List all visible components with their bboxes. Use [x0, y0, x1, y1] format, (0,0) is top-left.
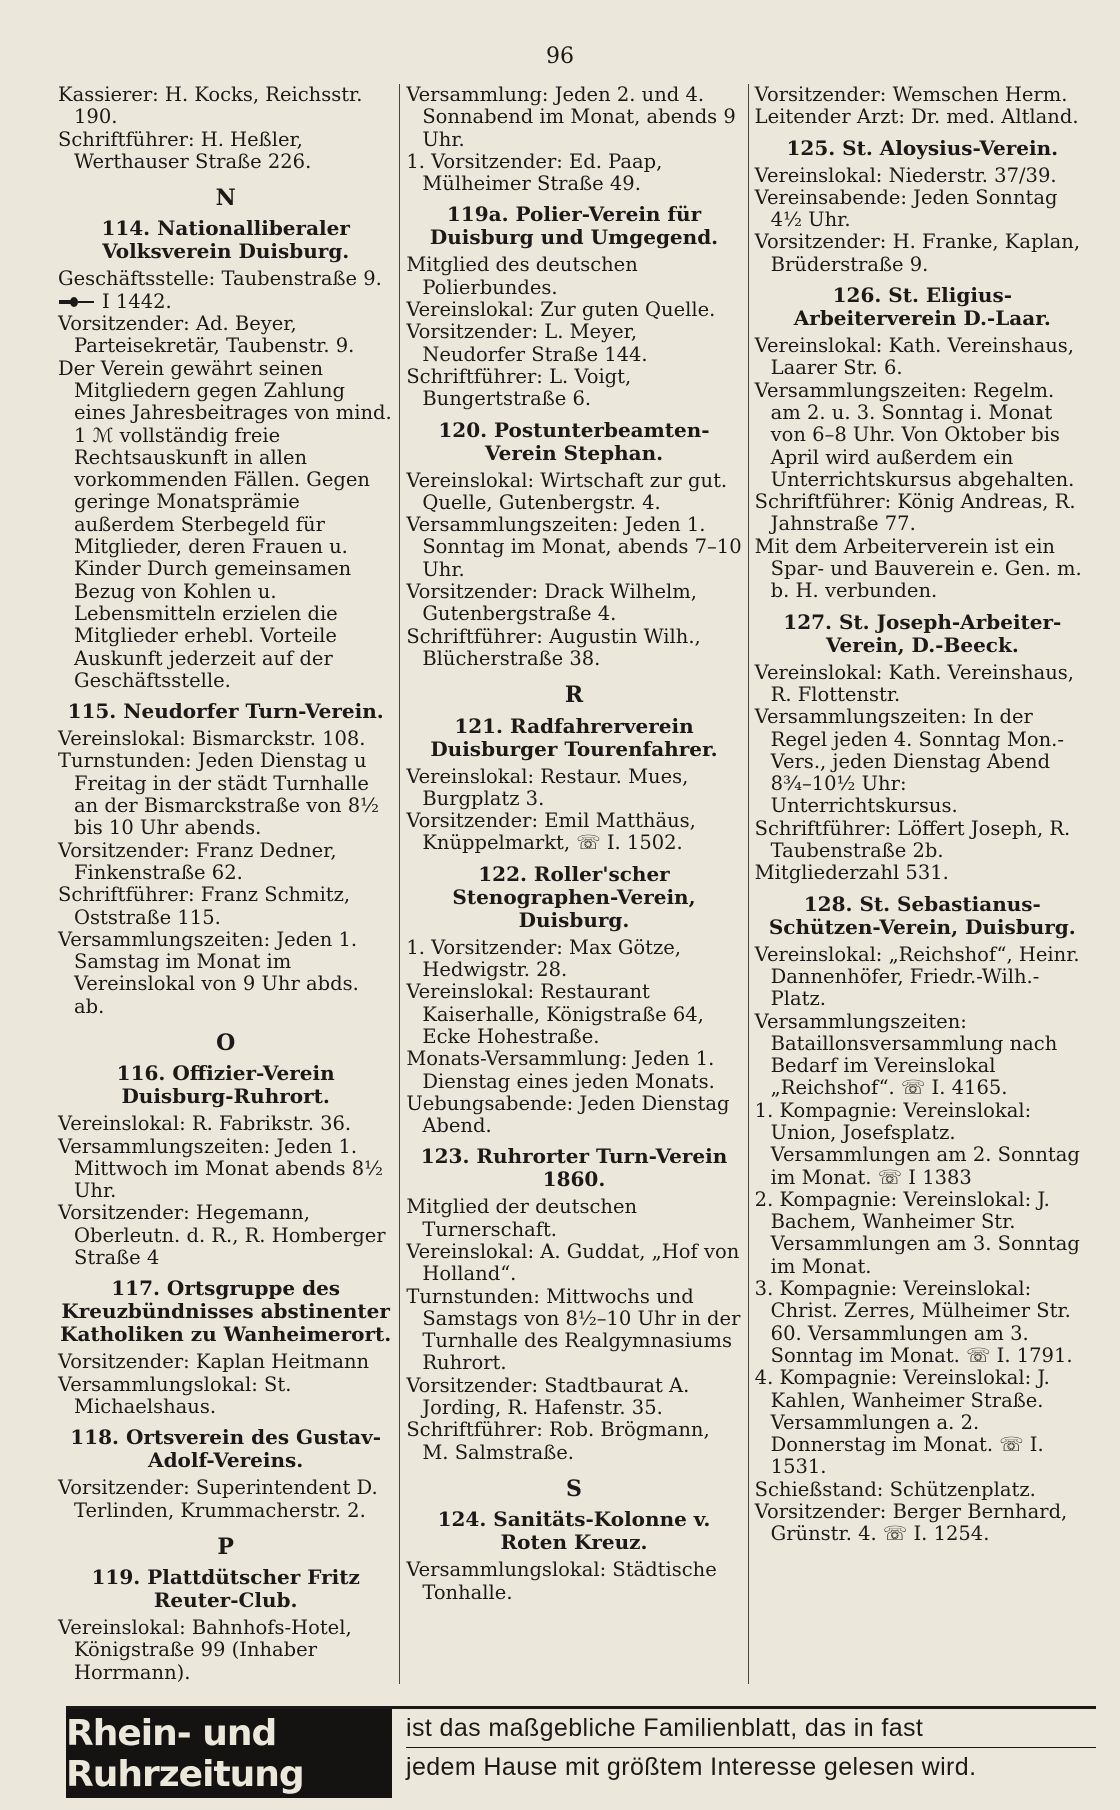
entry-line: 2. Kompagnie: Vereinslokal: J. Bachem, Wanheimer Str. Versammlungen am 3. Sonntag im Monat.: [754, 1187, 1080, 1278]
entry-line: Mitglied der deutschen Turnerschaft.: [406, 1195, 638, 1241]
entry-line: Vereinslokal: Restaurant Kaiserhalle, Königstraße 64, Ecke Hohestraße.: [406, 980, 704, 1048]
entry-line: Versammlungszeiten: Jeden 1. Mittwoch im Monat abends 8½ Uhr.: [58, 1134, 384, 1203]
section-letter: R: [564, 682, 584, 709]
section-letter: P: [217, 1533, 234, 1560]
entry-line: Schriftführer: Franz Schmitz, Oststraße 115.: [58, 883, 351, 929]
entry-line: Versammlungszeiten: Bataillonsversammlung nach Bedarf im Vereinslokal „Reichshof“. ☏ I. 4165.: [754, 1009, 1058, 1100]
entry-line: 4. Kompagnie: Vereinslokal: J. Kahlen, Wanheimer Straße. Versammlungen a. 2. Donnerstag im Monat. ☏ I. 1531.: [754, 1366, 1050, 1479]
entry-line: Vereinslokal: Wirtschaft zur gut. Quelle, Gutenbergstr. 4.: [406, 468, 728, 514]
entry-line: Mit dem Arbeiterverein ist ein Spar- und Bauverein e. Gen. m. b. H. verbunden.: [754, 534, 1082, 603]
entry-line: Vorsitzender: Superintendent D. Terlinden, Krummacherstr. 2.: [58, 1476, 378, 1522]
entry-line: Mitgliederzahl 531.: [754, 861, 949, 885]
entry-line: Vereinslokal: Bismarckstr. 108.: [58, 727, 366, 751]
entry-title: 118. Ortsverein des Gustav-Adolf-Vereins.: [70, 1425, 382, 1473]
telephone-icon: [58, 296, 96, 308]
entry-line: Vorsitzender: Emil Matthäus, Knüppelmarkt, ☏ I. 1502.: [406, 809, 696, 855]
entry-line: 1. Kompagnie: Vereinslokal: Union, Josefsplatz. Versammlungen am 2. Sonntag im Monat. ☏ I 1383: [754, 1098, 1080, 1189]
entry-line: Vereinslokal: „Reichshof“, Heinr. Dannenhöfer, Friedr.-Wilh.-Platz.: [754, 942, 1080, 1011]
entry-line: 3. Kompagnie: Vereinslokal: Christ. Zerres, Mülheimer Str. 60. Versammlungen am 3. Sonntag im Monat. ☏ I. 1791.: [754, 1277, 1073, 1367]
entry-line: Vereinslokal: Kath. Vereinshaus, R. Flottenstr.: [754, 660, 1075, 706]
entry-line: Versammlungszeiten: Regelm. am 2. u. 3. Sonntag i. Monat von 6–8 Uhr. Von Oktober bis April wird außerdem ein Unterrichtskursus abgehalten.: [754, 378, 1075, 491]
advertisement-line-1: ist das maßgebliche Familienblatt, das in fast: [406, 1714, 924, 1742]
entry-line: Schriftführer: Rob. Brögmann, M. Salmstraße.: [406, 1418, 710, 1464]
entry-title: 122. Roller'scher Stenographen-Verein, Duisburg.: [452, 861, 696, 932]
entry-line: Vorsitzender: Stadtbaurat A. Jording, R. Hafenstr. 35.: [406, 1373, 690, 1420]
entry-line: Vorsitzender: Wemschen Herm.: [754, 84, 1068, 106]
entry-title: 127. St. Joseph-Arbeiter-Verein, D.-Beeck.: [783, 609, 1062, 657]
directory-columns: [52, 84, 1096, 1684]
phone-number-text: I 1442.: [102, 289, 172, 313]
entry-line: Vorsitzender: H. Franke, Kaplan, Brüderstraße 9.: [754, 230, 1081, 276]
entry-line: Schriftführer: König Andreas, R. Jahnstraße 77.: [754, 490, 1076, 536]
entry-line: Vorsitzender: Ad. Beyer, Parteisekretär, Taubenstr. 9.: [58, 312, 355, 358]
entry-line: Leitender Arzt: Dr. med. Altland.: [754, 105, 1079, 129]
entry-line: Vereinslokal: Niederstr. 37/39.: [754, 163, 1057, 187]
entry-line: Vorsitzender: Berger Bernhard, Grünstr. 4. ☏ I. 1254.: [754, 1500, 1068, 1546]
entry-title: 116. Offizier-Verein Duisburg-Ruhrort.: [116, 1061, 335, 1109]
entry-title: 125. St. Aloysius-Verein.: [786, 135, 1059, 160]
entry-line: Der Verein gewährt seinen Mitgliedern gegen Zahlung eines Jahresbeitrages von mind. 1 ℳ vollständig freie Rechtsauskunft in allen vorkommenden Fällen. Gegen geringe Monatsprämie außerdem Sterbegeld für Mitglieder, deren Frauen u. Kinder Durch gemeinsamen Bezug von Kohlen u. Lebensmitteln erzielen die Mitglieder erhebl. Vorteile Auskunft jederzeit auf der Geschäftsstelle.: [58, 356, 392, 692]
entry-line: 1. Vorsitzender: Ed. Paap, Mülheimer Straße 49.: [406, 149, 663, 196]
entry-line: Vereinslokal: A. Guddat, „Hof von Holland“.: [406, 1239, 740, 1286]
entry-title: 123. Ruhrorter Turn-Verein 1860.: [420, 1144, 728, 1192]
entry-title: 126. St. Eligius-Arbeiterverein D.-Laar.: [793, 283, 1051, 331]
entry-line: 1. Vorsitzender: Max Götze, Hedwigstr. 28.: [406, 935, 682, 982]
entry-line: Vereinslokal: Kath. Vereinshaus, Laarer Str. 6.: [754, 334, 1075, 380]
entry-line: Versammlungszeiten: Jeden 1. Samstag im Monat im Vereinslokal von 9 Uhr abds. ab.: [58, 927, 359, 1018]
entry-line: Monats-Versammlung: Jeden 1. Dienstag eines jeden Monats.: [406, 1047, 715, 1093]
entry-line: Schriftführer: Augustin Wilh., Blücherstraße 38.: [406, 624, 701, 670]
entry-line: Vorsitzender: Kaplan Heitmann: [58, 1350, 370, 1374]
entry-line: Vereinslokal: R. Fabrikstr. 36.: [58, 1112, 352, 1136]
entry-title: 115. Neudorfer Turn-Verein.: [67, 699, 384, 724]
entry-title: 128. St. Sebastianus-Schützen-Verein, Duisburg.: [768, 891, 1076, 939]
entry-line: Versammlungszeiten: In der Regel jeden 4. Sonntag Mon.-Vers., jeden Dienstag Abend 8¾–10½ Uhr: Unterrichtskursus.: [754, 705, 1064, 818]
section-letter: O: [216, 1029, 236, 1056]
page-number: 96: [546, 44, 574, 69]
column-left: [52, 84, 399, 1684]
entry-line: Turnstunden: Mittwochs und Samstags von 8½–10 Uhr in der Turnhalle des Realgymnasiums Ruhrort.: [406, 1284, 741, 1375]
entry-line: Kassierer: H. Kocks, Reichsstr. 190.: [58, 84, 363, 129]
entry-line: Mitglied des deutschen Polierbundes.: [406, 253, 638, 299]
entry-line: Versammlungszeiten: Jeden 1. Sonntag im Monat, abends 7–10 Uhr.: [406, 513, 742, 581]
entry-line: Vereinsabende: Jeden Sonntag 4½ Uhr.: [754, 185, 1058, 232]
entry-line: Turnstunden: Jeden Dienstag u Freitag in der städt Turnhalle an der Bismarckstraße von 8½ bis 10 Uhr abends.: [58, 749, 380, 840]
entry-line: Uebungsabende: Jeden Dienstag Abend.: [406, 1091, 730, 1138]
column-middle: [399, 84, 747, 1684]
entry-line: Vereinslokal: Restaur. Mues, Burgplatz 3.: [406, 764, 689, 810]
advertisement-text: [392, 1709, 1096, 1798]
section-letter: S: [566, 1475, 582, 1502]
entry-line: Schießstand: Schützenplatz.: [754, 1477, 1036, 1501]
phone-number: [58, 291, 393, 313]
entry-line: Vereinslokal: Zur guten Quelle.: [406, 298, 716, 322]
entry-title: 119. Plattdütscher Fritz Reuter-Club.: [91, 1565, 360, 1613]
entry-line: Vereinslokal: Bahnhofs-Hotel, Königstraße 99 (Inhaber Horrmann).: [58, 1616, 352, 1684]
newspaper-brand: Rhein- und Ruhrzeitung: [66, 1709, 392, 1798]
entry-title: 119a. Polier-Verein für Duisburg und Umgegend.: [429, 202, 719, 250]
entry-title: 121. Radfahrerverein Duisburger Tourenfahrer.: [430, 713, 718, 761]
entry-line: Versammlungslokal: Städtische Tonhalle.: [406, 1558, 717, 1604]
column-right: [748, 84, 1096, 1684]
entry-line: Geschäftsstelle: Taubenstraße 9.: [58, 267, 382, 291]
entry-line: Versammlung: Jeden 2. und 4. Sonnabend im Monat, abends 9 Uhr.: [406, 84, 736, 151]
entry-title: 120. Postunterbeamten-Verein Stephan.: [438, 417, 710, 465]
entry-title: 124. Sanitäts-Kolonne v. Roten Kreuz.: [437, 1507, 711, 1555]
entry-line: Versammlungslokal: St. Michaelshaus.: [58, 1372, 292, 1418]
entry-line: Vorsitzender: L. Meyer, Neudorfer Straße 144.: [406, 320, 648, 366]
entry-line: Schriftführer: L. Voigt, Bungertstraße 6.: [406, 364, 632, 411]
section-letter: N: [215, 185, 236, 212]
entry-title: 114. Nationalliberaler Volksverein Duisburg.: [101, 216, 350, 264]
advertisement-banner: [66, 1706, 1096, 1798]
entry-line: Schriftführer: Löffert Joseph, R. Taubenstraße 2b.: [754, 816, 1071, 863]
entry-line: Vorsitzender: Drack Wilhelm, Gutenbergstraße 4.: [406, 580, 697, 626]
entry-title: 117. Ortsgruppe des Kreuzbündnisses abstinenter Katholiken zu Wanheimerort.: [60, 1276, 392, 1347]
entry-line: Vorsitzender: Hegemann, Oberleutn. d. R., R. Homberger Straße 4: [58, 1201, 386, 1270]
advertisement-line-2: jedem Hause mit größtem Interesse gelesen wird.: [406, 1747, 1096, 1786]
entry-line: Vorsitzender: Franz Dedner, Finkenstraße 62.: [58, 838, 337, 884]
entry-line: Schriftführer: H. Heßler, Werthauser Straße 226.: [58, 127, 312, 173]
